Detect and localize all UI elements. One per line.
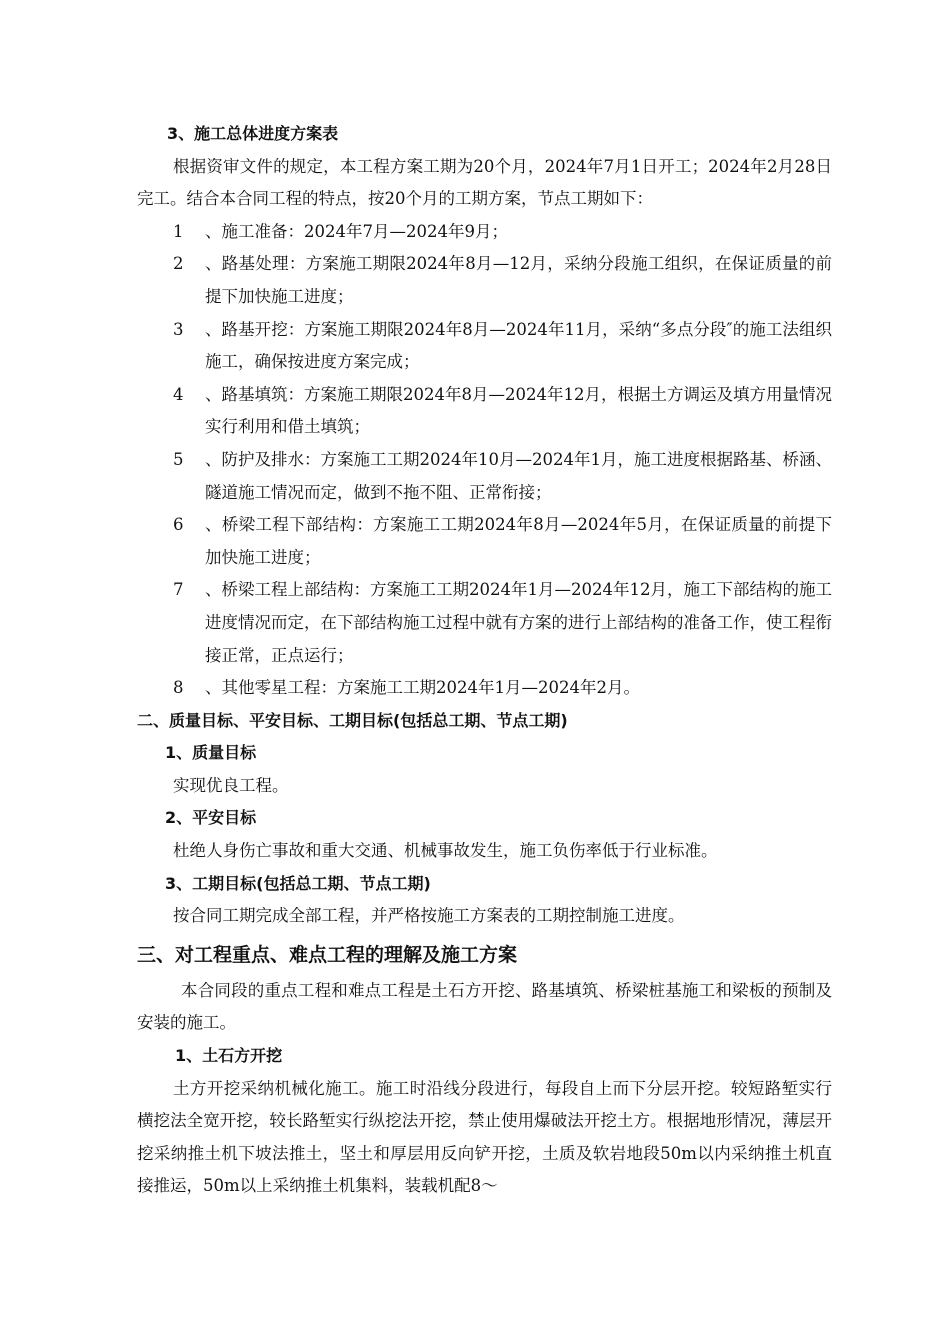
intro-paragraph: 根据资审文件的规定，本工程方案工期为20个月，2024年7月1日开工；2024年2月28日完工。结合本合同工程的特点，按20个月的工期方案，节点工期如下：: [137, 156, 832, 209]
list-item: [137, 574, 832, 672]
list-item: [137, 248, 832, 313]
list-item-number: 3: [173, 319, 184, 339]
list-item-number: 6: [173, 515, 184, 535]
list-item-number: 4: [173, 384, 184, 404]
part-three-intro: 本合同段的重点工程和难点工程是土石方开挖、路基填筑、桥梁桩基施工和梁板的预制及安装的施工。: [137, 980, 832, 1033]
list-item: [137, 672, 832, 705]
list-item: [137, 379, 832, 444]
section-heading-schedule: 3、施工总体进度方案表: [167, 124, 339, 143]
list-item-text: 、路基处理：方案施工期限2024年8月—12月，采纳分段施工组织，在保证质量的前提下加快施工进度；: [205, 254, 832, 306]
safety-goal-heading: 2、平安目标: [165, 808, 257, 828]
quality-goal-text: 实现优良工程。: [173, 775, 289, 795]
list-item-number: 7: [173, 580, 184, 600]
list-item: [137, 314, 832, 379]
list-item: [137, 509, 832, 574]
list-item-number: 8: [173, 678, 184, 698]
list-item-text: 、施工准备：2024年7月—2024年9月；: [205, 221, 508, 241]
list-item-text: 、桥梁工程下部结构：方案施工工期2024年8月—2024年5月，在保证质量的前提下加快施工进度；: [205, 515, 832, 567]
list-item-text: 、路基开挖：方案施工期限2024年8月—2024年11月，采纳“多点分段″的施工法组织施工，确保按进度方案完成；: [205, 319, 832, 372]
earthwork-paragraph: 土方开挖采纳机械化施工。施工时沿线分段进行，每段自上而下分层开挖。较短路堑实行横挖法全宽开挖，较长路堑实行纵挖法开挖，禁止使用爆破法开挖土方。根据地形情况，薄层开挖采纳推土机下坡法推土，坚土和厚层用反向铲开挖，土质及软岩地段50m以内采纳推土机直接推运，50m以上采纳推土机集料，装载机配8～: [137, 1078, 832, 1196]
schedule-list: [137, 216, 832, 705]
list-item-number: 2: [173, 254, 184, 274]
schedule-goal-heading: 3、工期目标(包括总工期、节点工期): [165, 873, 431, 893]
list-item-text: 、桥梁工程上部结构：方案施工工期2024年1月—2024年12月，施工下部结构的施工进度情况而定，在下部结构施工过程中就有方案的进行上部结构的准备工作，使工程衔接正常，正点运行；: [205, 580, 832, 665]
list-item-number: 5: [173, 449, 184, 469]
list-item-text: 、其他零星工程：方案施工工期2024年1月—2024年2月。: [205, 678, 640, 698]
list-item-text: 、防护及排水：方案施工工期2024年10月—2024年1月，施工进度根据路基、桥涵、隧道施工情况而定，做到不拖不阻、正常衔接；: [205, 449, 832, 502]
document-body: [137, 118, 832, 1203]
list-item-text: 、路基填筑：方案施工期限2024年8月—2024年12月，根据土方调运及填方用量情况实行利用和借土填筑；: [205, 384, 832, 437]
list-item: [137, 216, 832, 249]
safety-goal-text: 杜绝人身伤亡事故和重大交通、机械事故发生，施工负伤率低于行业标准。: [173, 841, 718, 861]
list-item-number: 1: [173, 221, 184, 241]
part-two-heading: 二、质量目标、平安目标、工期目标(包括总工期、节点工期): [137, 710, 568, 730]
part-three-heading: 三、对工程重点、难点工程的理解及施工方案: [137, 943, 518, 966]
list-item: [137, 444, 832, 509]
earthwork-heading: 1、土石方开挖: [175, 1046, 283, 1066]
schedule-goal-text: 按合同工期完成全部工程，并严格按施工方案表的工期控制施工进度。: [173, 906, 685, 926]
quality-goal-heading: 1、质量目标: [165, 743, 257, 763]
